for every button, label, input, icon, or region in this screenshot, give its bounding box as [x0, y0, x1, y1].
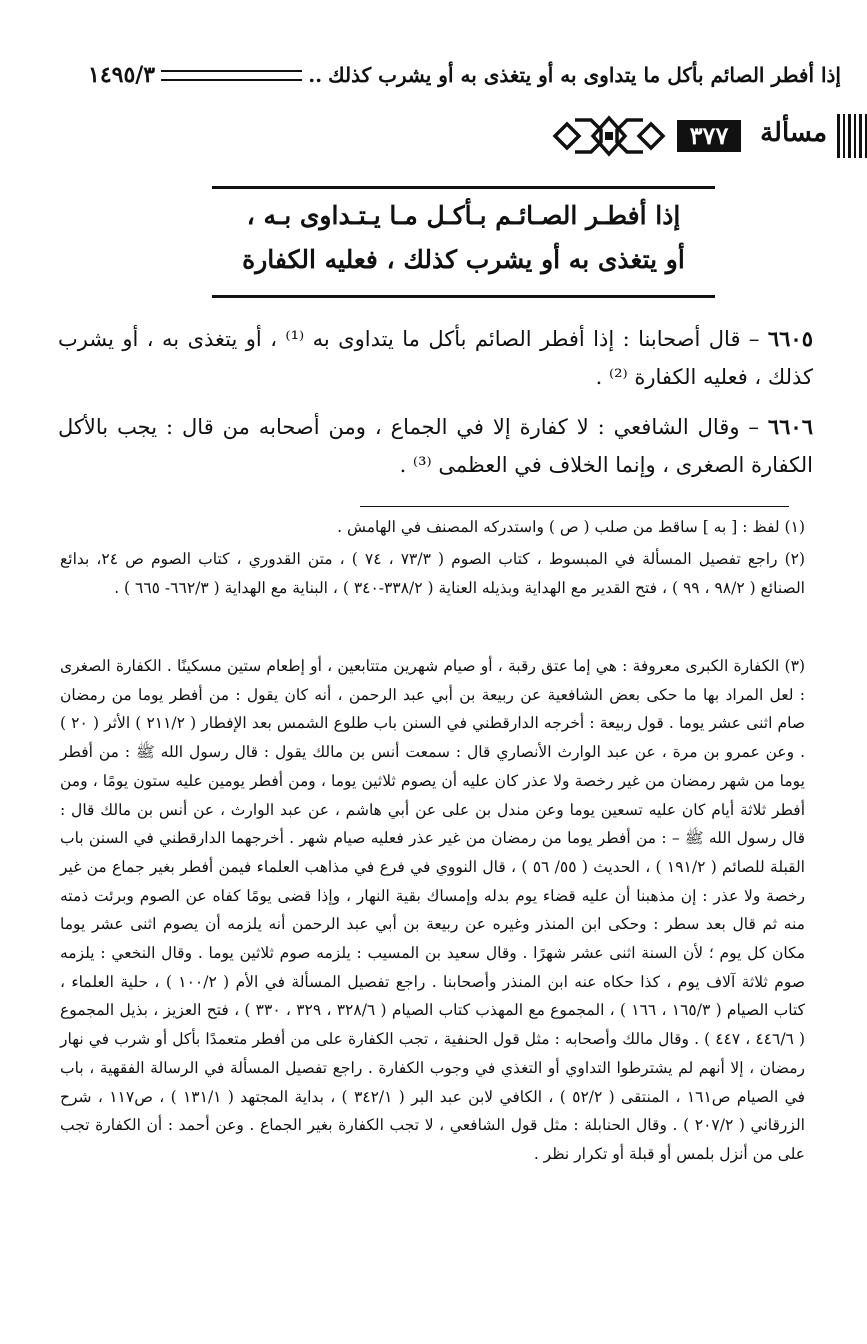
masala-label-row — [0, 112, 867, 164]
footnote-separator — [360, 506, 789, 507]
page-number: ١٤٩٥/٣ — [88, 62, 156, 88]
paragraph-6606 — [58, 408, 813, 484]
masala-number: ٣٧٧ — [677, 120, 741, 152]
running-header-rule — [161, 70, 302, 81]
vertical-bars-ornament — [837, 114, 867, 158]
masala-label: مسألة — [760, 118, 827, 148]
footnote-3: (٣) الكفارة الكبرى معروفة : هي إما عتق رقبة ، أو صيام شهرين متتابعين ، أو إطعام ستين مسكينًا . الكفارة الصغرى : لعل المراد بها ما حكى بعض الشافعية عن ربيعة بن أبي عبد الرحمن ، أنه كان يقول : من أفطر يوما من رمضان صام اثنى عشر يوما . قول ربيعة : أخرجه الدارقطني في السنن باب طلوع الشمس بعد الإفطار ( ٢١١/٢ ) الأثر ( ٢٠ ) . وعن عمرو بن مرة ، عن عبد الوارث الأنصاري قال : سمعت أنس بن مالك يقول : قال رسول الله ﷺ : من أفطر يوما من شهر رمضان من غير رخصة ولا عذر كان عليه أن يصوم ثلاثين يوما ، ومن أفطر يومين عليه ستون يومًا ، ومن أفطر ثلاثة أيام كان عليه تسعين يوما وعن مندل بن على عن أبي هاشم ، عن عبد الوارث ، عن أنس بن مالك قال : قال رسول الله ﷺ – : من أفطر يوما من رمضان من غير عذر فعليه صيام شهر . أخرجهما الدارقطني في السنن باب القبلة للصائم ( ١٩١/٢ ) ، الحديث ( ٥٥/ ٥٦ ) ، قال النووي في فرع في مذاهب العلماء فيمن أفطر بغير جماع من غير رخصة ولا عذر : إن مذهبنا أن عليه قضاء يوم بدله وإمساك بقية النهار ، وإذا قضى يومًا كفاه عن الصوم وبرئت ذمته منه ثم قال بعد سطر : وحكى ابن المنذر وغيره عن ربيعة بن أبي عبد الرحمن أنه يلزمه أن يصوم اثنى عشر يوما مكان كل يوم ؛ لأن السنة اثنى عشر شهرًا . وقال سعيد بن المسيب : يلزمه صوم ثلاثين يوما . وقال النخعي : يلزمه صوم ثلاثة آلاف يوم ، كذا حكاه عنه ابن المنذر وأصحابنا . راجع تفصيل المسألة في الأم ( ١٠٠/٢ ) ، حلية العلماء ، كتاب الصيام ( ١٦٥/٣ ، ١٦٦ ) ، المجموع مع المهذب كتاب الصيام ( ٣٢٨/٦ ، ٣٢٩ ، ٣٣٠ ) ، فتح العزيز ، بذيل المجموع ( ٤٤٦/٦ ، ٤٤٧ ) . وقال مالك وأصحابه : مثل قول الحنفية ، تجب الكفارة على من أفطر متعمدًا بأكل أو شرب في نهار رمضان ، إلا أنهم لم يشترطوا التداوي أو التغذي في وجوب الكفارة . راجع تفصيل المسألة في الرسالة الفقهية ، باب في الصيام ص١٦١ ، المنتقى ( ٥٢/٢ ) ، الكافي لابن عبد البر ( ٣٤٢/١ ) ، بداية المجتهد ( ١٣١/١ ) ، ص١١٧ ، شرح الزرقاني ( ٢٠٧/٢ ) . وقال الحنابلة : مثل قول الشافعي ، لا تجب الكفارة بغير الجماع . وعن أحمد : أن الكفارة تجب على من أنزل بلمس أو قبلة أو تكرار نظر . — [60, 657, 806, 1163]
issue-title — [212, 186, 715, 298]
footnote-2: (٢) راجع تفصيل المسألة في المبسوط ، كتاب الصوم ( ٧٣/٣ ، ٧٤ ) ، متن القدوري ، كتاب الصوم ص ٢٤، بدائع الصنائع ( ٩٨/٢ ، ٩٩ ) ، فتح القدير مع الهداية وبذيله العناية ( ٣٣٨/٢-٣٤٠ ) ، البناية مع الهداية ( ٦٦٢/٣- ٦٦٥ ) . — [60, 550, 806, 597]
running-header — [88, 58, 841, 92]
paragraph-number: ٦٦٠٥ — [767, 326, 813, 351]
running-header-title: إذا أفطر الصائم بأكل ما يتداوى به أو يتغذى به أو يشرب كذلك — [328, 63, 841, 87]
paragraph-number: ٦٦٠٦ — [767, 414, 813, 439]
geometric-ornament-icon — [549, 112, 669, 160]
footnote-1: (١) لفظ : [ به ] ساقط من صلب ( ص ) واستدركه المصنف في الهامش . — [337, 518, 805, 536]
paragraph-6605 — [58, 320, 813, 396]
title-line-1: إذا أفطـر الصـائـم بـأكـل مـا يـتـداوى بـه ، — [246, 201, 681, 230]
paragraph-text: – قال أصحابنا : إذا أفطر الصائم بأكل ما يتداوى به ⁽¹⁾ ، أو يتغذى به ، أو يشرب كذلك ، فعليه الكفارة ⁽²⁾ . — [58, 327, 813, 389]
title-line-2: أو يتغذى به أو يشرب كذلك ، فعليه الكفارة — [242, 245, 685, 274]
running-header-dots: .. — [308, 63, 323, 87]
paragraph-text: – وقال الشافعي : لا كفارة إلا في الجماع ، ومن أصحابه من قال : يجب بالأكل الكفارة الصغرى ، وإنما الخلاف في العظمى ⁽³⁾ . — [58, 415, 813, 477]
